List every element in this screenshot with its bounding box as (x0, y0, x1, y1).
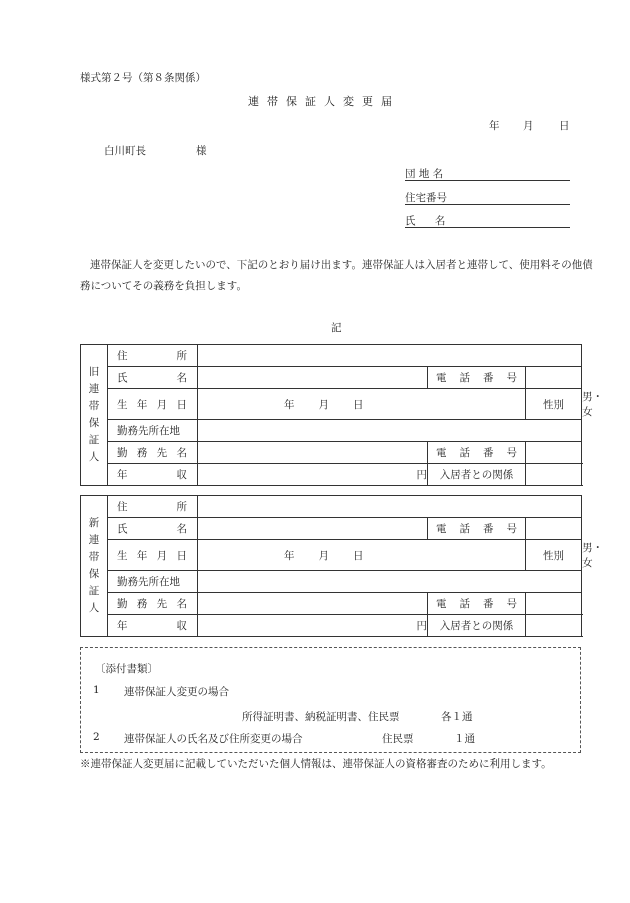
privacy-note: ※連帯保証人変更届に記載していただいた個人情報は、連帯保証人の資格審査のために利用します。 (80, 758, 552, 770)
phone-label: 電 話 番 号 (428, 518, 526, 540)
workplace-address-label: 勤務先所在地 (108, 571, 198, 593)
jutaku-line (405, 190, 570, 205)
birth-field[interactable]: 年 月 日 (198, 389, 526, 420)
workplace-address-label: 勤務先所在地 (108, 420, 198, 442)
name-label: 氏 名 (108, 518, 198, 540)
address-field[interactable] (198, 496, 582, 518)
name-field[interactable] (198, 518, 428, 540)
attachment-2-number: 2 (93, 731, 100, 743)
table-row (81, 571, 582, 593)
workplace-phone-field[interactable] (526, 442, 582, 464)
shimei-label-2: 名 (434, 215, 446, 227)
attachment-2-title: 連帯保証人の氏名及び住所変更の場合 (124, 733, 303, 745)
income-field[interactable]: 円 (198, 464, 428, 486)
body-text: 連帯保証人を変更したいので、下記のとおり届け出ます。連帯保証人は入居者と連帯して、使用料その他債務についてその義務を負担します。 (80, 259, 593, 292)
income-field[interactable]: 円 (198, 615, 428, 637)
income-label: 年 収 (108, 615, 198, 637)
table-row (81, 615, 582, 637)
workplace-phone-label: 電 話 番 号 (428, 593, 526, 615)
workplace-name-field[interactable] (198, 593, 428, 615)
date-year: 年 (489, 120, 500, 132)
birth-label: 生 年 月 日 (108, 540, 198, 571)
attachments-box (80, 647, 581, 753)
table-row (81, 464, 582, 486)
table-row: 生 年 月 日 年 月 日 性別 男・女 (81, 389, 582, 420)
birth-label: 生 年 月 日 (108, 389, 198, 420)
table-row: 生 年 月 日 年 月 日 性別 男・女 (81, 540, 582, 571)
attachment-1-title: 連帯保証人変更の場合 (124, 686, 229, 698)
jutaku-label: 住宅番号 (405, 192, 447, 204)
workplace-name-label: 勤 務 先 名 (108, 593, 198, 615)
workplace-name-field[interactable] (198, 442, 428, 464)
name-label: 氏 名 (108, 367, 198, 389)
income-label: 年 収 (108, 464, 198, 486)
addressee-name: 白川町長 (104, 145, 146, 157)
table-row (81, 496, 582, 518)
attachment-1-docs: 所得証明書、納税証明書、住民票 (242, 711, 400, 723)
danchi-line (405, 166, 570, 181)
attachments-heading: 〔添付書類〕 (95, 663, 158, 675)
form-number: 様式第２号（第８条関係） (80, 72, 206, 84)
workplace-phone-label: 電 話 番 号 (428, 442, 526, 464)
new-guarantor-table (80, 495, 604, 637)
relation-label: 入居者との関係 (428, 464, 526, 486)
date-day: 日 (559, 120, 570, 132)
phone-field[interactable] (526, 518, 582, 540)
relation-field[interactable] (526, 464, 582, 486)
addressee-honorific: 様 (196, 145, 207, 157)
old-guarantor-table (80, 344, 604, 486)
attachment-1-count: 各１通 (441, 711, 473, 723)
old-guarantor-label: 旧 連 帯 保 証 人 (81, 345, 108, 486)
gender-label: 性別 (526, 540, 582, 571)
address-label: 住 所 (108, 345, 198, 367)
document-title: 連帯保証人変更届 (248, 95, 400, 108)
relation-field[interactable] (526, 615, 582, 637)
gender-label: 性別 (526, 389, 582, 420)
table-row (81, 345, 582, 367)
workplace-phone-field[interactable] (526, 593, 582, 615)
workplace-name-label: 勤 務 先 名 (108, 442, 198, 464)
address-label: 住 所 (108, 496, 198, 518)
ki-label: 記 (331, 322, 342, 334)
shimei-line (405, 213, 570, 228)
new-guarantor-label: 新 連 帯 保 証 人 (81, 496, 108, 637)
name-field[interactable] (198, 367, 428, 389)
attachment-2-count: １通 (454, 733, 475, 745)
relation-label: 入居者との関係 (428, 615, 526, 637)
address-field[interactable] (198, 345, 582, 367)
date-month: 月 (523, 120, 534, 132)
danchi-label: 団 地 名 (405, 168, 444, 180)
table-row (81, 442, 582, 464)
table-row (81, 593, 582, 615)
shimei-label-1: 氏 (405, 215, 416, 227)
workplace-address-field[interactable] (198, 420, 582, 442)
table-row (81, 367, 582, 389)
workplace-address-field[interactable] (198, 571, 582, 593)
birth-field[interactable]: 年 月 日 (198, 540, 526, 571)
table-row (81, 420, 582, 442)
phone-field[interactable] (526, 367, 582, 389)
table-row (81, 518, 582, 540)
attachment-2-docs: 住民票 (382, 733, 414, 745)
attachment-1-number: 1 (93, 684, 100, 696)
phone-label: 電 話 番 号 (428, 367, 526, 389)
